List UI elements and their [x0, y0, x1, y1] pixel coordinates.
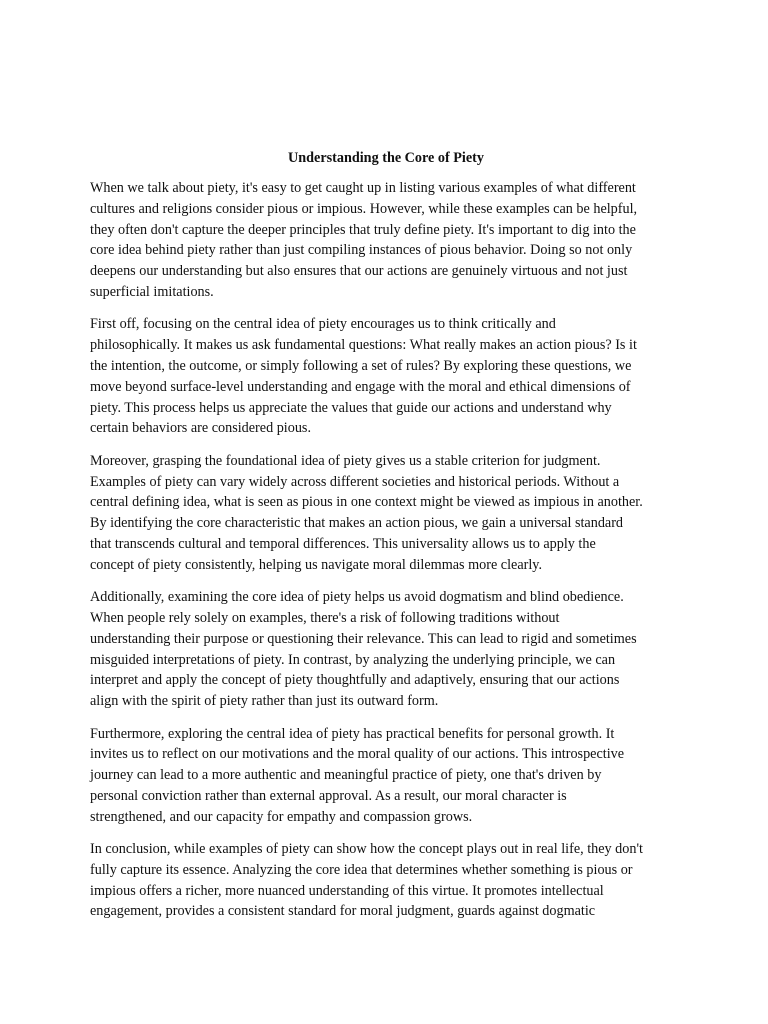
paragraph-additionally: Additionally, examining the core idea of piety helps us avoid dogmatism and blind obedience. When people rely solely on examples, there's a risk of following traditions without understanding their purpose or questioning their relevance. This can lead to rigid and sometimes misguided interpretations of piety. In contrast, by analyzing the underlying principle, we can interpret and apply the concept of piety thoughtfully and adaptively, ensuring that our actions align with the spirit of piety rather than just its outward form.: [90, 589, 637, 710]
paragraph-conclusion: In conclusion, while examples of piety can show how the concept plays out in real life, they don't fully capture its essence. Analyzing the core idea that determines whether something is pious or impious offers a richer, more nuanced understanding of this virtue. It promotes intellectual engagement, provides a consistent standard for moral judgment, guards against dogmatic: [90, 841, 643, 920]
paragraph-intro: When we talk about piety, it's easy to get caught up in listing various examples of what different cultures and religions consider pious or impious. However, while these examples can be helpful, they often don't capture the deeper principles that truly define piety. It's important to dig into the core idea behind piety rather than just compiling instances of pious behavior. Doing so not only deepens our understanding but also ensures that our actions are genuinely virtuous and not just superficial imitations.: [90, 180, 638, 300]
paragraph-moreover: Moreover, grasping the foundational idea of piety gives us a stable criterion for judgment. Examples of piety can vary widely across different societies and historical periods. Without a central defining idea, what is seen as pious in one context might be viewed as impious in another. By identifying the core characteristic that makes an action pious, we gain a universal standard that transcends cultural and temporal differences. This universality allows us to apply the concept of piety consistently, helping us navigate moral dilemmas more clearly.: [90, 452, 643, 573]
paragraph-first-off: First off, focusing on the central idea of piety encourages us to think critically and philosophically. It makes us ask fundamental questions: What really makes an action pious? Is it the intention, the outcome, or simply following a set of rules? By exploring these questions, we move beyond surface-level understanding and engage with the moral and ethical dimensions of piety. This process helps us appreciate the values that guide our actions and understand why certain behaviors are considered pious.: [90, 316, 637, 437]
document-title: Understanding the Core of Piety: [288, 150, 484, 166]
document-page: [90, 148, 682, 934]
paragraph-furthermore: Furthermore, exploring the central idea of piety has practical benefits for personal growth. It invites us to reflect on our motivations and the moral quality of our actions. This introspective journey can lead to a more authentic and meaningful practice of piety, one that's driven by personal conviction rather than external approval. As a result, our moral character is strengthened, and our capacity for empathy and compassion grows.: [90, 725, 625, 825]
